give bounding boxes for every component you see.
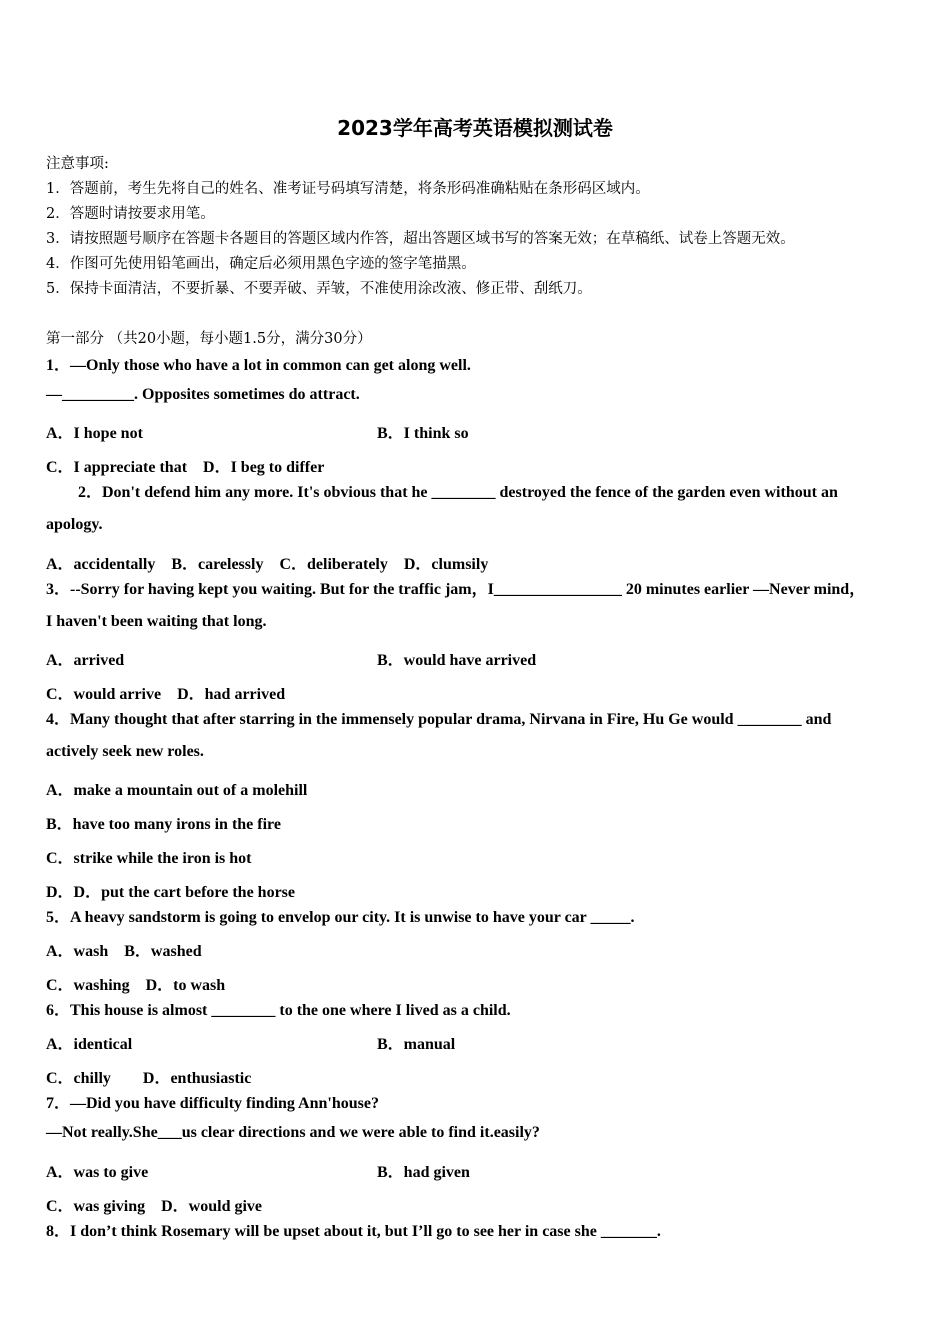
q6-option-b[interactable]: B．manual [377,1036,456,1053]
question-3-stem-2: I haven't been waiting that long. [46,613,267,630]
question-2-stem: 2．Don't defend him any more. It's obvious that he ________ destroyed the fence of the garden even without an [78,484,838,501]
question-6-stem: 6．This house is almost ________ to the one where I lived as a child. [46,1002,511,1019]
q6-options-cd[interactable]: C．chilly D．enthusiastic [46,1070,252,1087]
question-2-stem-2: apology. [46,516,103,533]
q7-option-a[interactable]: A．was to give [46,1164,149,1181]
q1-option-b[interactable]: B．I think so [377,425,469,442]
q4-option-a[interactable]: A．make a mountain out of a molehill [46,782,308,799]
notice-heading: 注意事项: [46,156,109,172]
q4-option-b[interactable]: B．have too many irons in the fire [46,816,281,833]
q2-options[interactable]: A．accidentally B．carelessly C．deliberately D．clumsily [46,556,489,573]
q7-options-cd[interactable]: C．was giving D．would give [46,1198,263,1215]
question-7-stem-2: —Not really.She___us clear directions and we were able to find it.easily? [46,1124,540,1141]
notice-item: 4．作图可先使用铅笔画出，确定后必须用黑色字迹的签字笔描黑。 [46,256,476,272]
question-1-stem: 1．—Only those who have a lot in common can get along well. [46,357,471,374]
q5-options-cd[interactable]: C．washing D．to wash [46,977,226,994]
question-8-stem: 8．I don’t think Rosemary will be upset about it, but I’ll go to see her in case she _______. [46,1223,661,1240]
notice-item: 5．保持卡面清洁，不要折暴、不要弄破、弄皱，不准使用涂改液、修正带、刮纸刀。 [46,281,592,297]
notice-item: 2．答题时请按要求用笔。 [46,206,215,222]
q4-option-c[interactable]: C．strike while the iron is hot [46,850,252,867]
q4-option-d[interactable]: D．D．put the cart before the horse [46,884,295,901]
notice-item: 3．请按照题号顺序在答题卡各题目的答题区域内作答，超出答题区域书写的答案无效；在草稿纸、试卷上答题无效。 [46,231,795,247]
q1-options-cd[interactable]: C．I appreciate that D．I beg to differ [46,459,325,476]
question-3-stem: 3．--Sorry for having kept you waiting. But for the traffic jam，I________________ 20 minutes earlier —Never mind， [46,581,866,598]
section-heading: 第一部分 （共20小题，每小题1.5分，满分30分） [46,331,372,347]
question-4-stem-2: actively seek new roles. [46,743,204,760]
q5-options-ab[interactable]: A．wash B．washed [46,943,202,960]
notice-item: 1．答题前，考生先将自己的姓名、准考证号码填写清楚，将条形码准确粘贴在条形码区域内。 [46,181,650,197]
q3-option-a[interactable]: A．arrived [46,652,125,669]
exam-title: 2023学年高考英语模拟测试卷 [337,116,613,140]
question-5-stem: 5．A heavy sandstorm is going to envelop our city. It is unwise to have your car _____. [46,909,635,926]
question-7-stem: 7．—Did you have difficulty finding Ann'house? [46,1095,379,1112]
q6-option-a[interactable]: A．identical [46,1036,133,1053]
question-1-stem-2: —_________. Opposites sometimes do attract. [46,386,360,403]
q3-options-cd[interactable]: C．would arrive D．had arrived [46,686,286,703]
q7-option-b[interactable]: B．had given [377,1164,470,1181]
question-4-stem: 4．Many thought that after starring in the immensely popular drama, Nirvana in Fire, Hu Ge would ________ and [46,711,832,728]
q1-option-a[interactable]: A．I hope not [46,425,143,442]
q3-option-b[interactable]: B．would have arrived [377,652,537,669]
